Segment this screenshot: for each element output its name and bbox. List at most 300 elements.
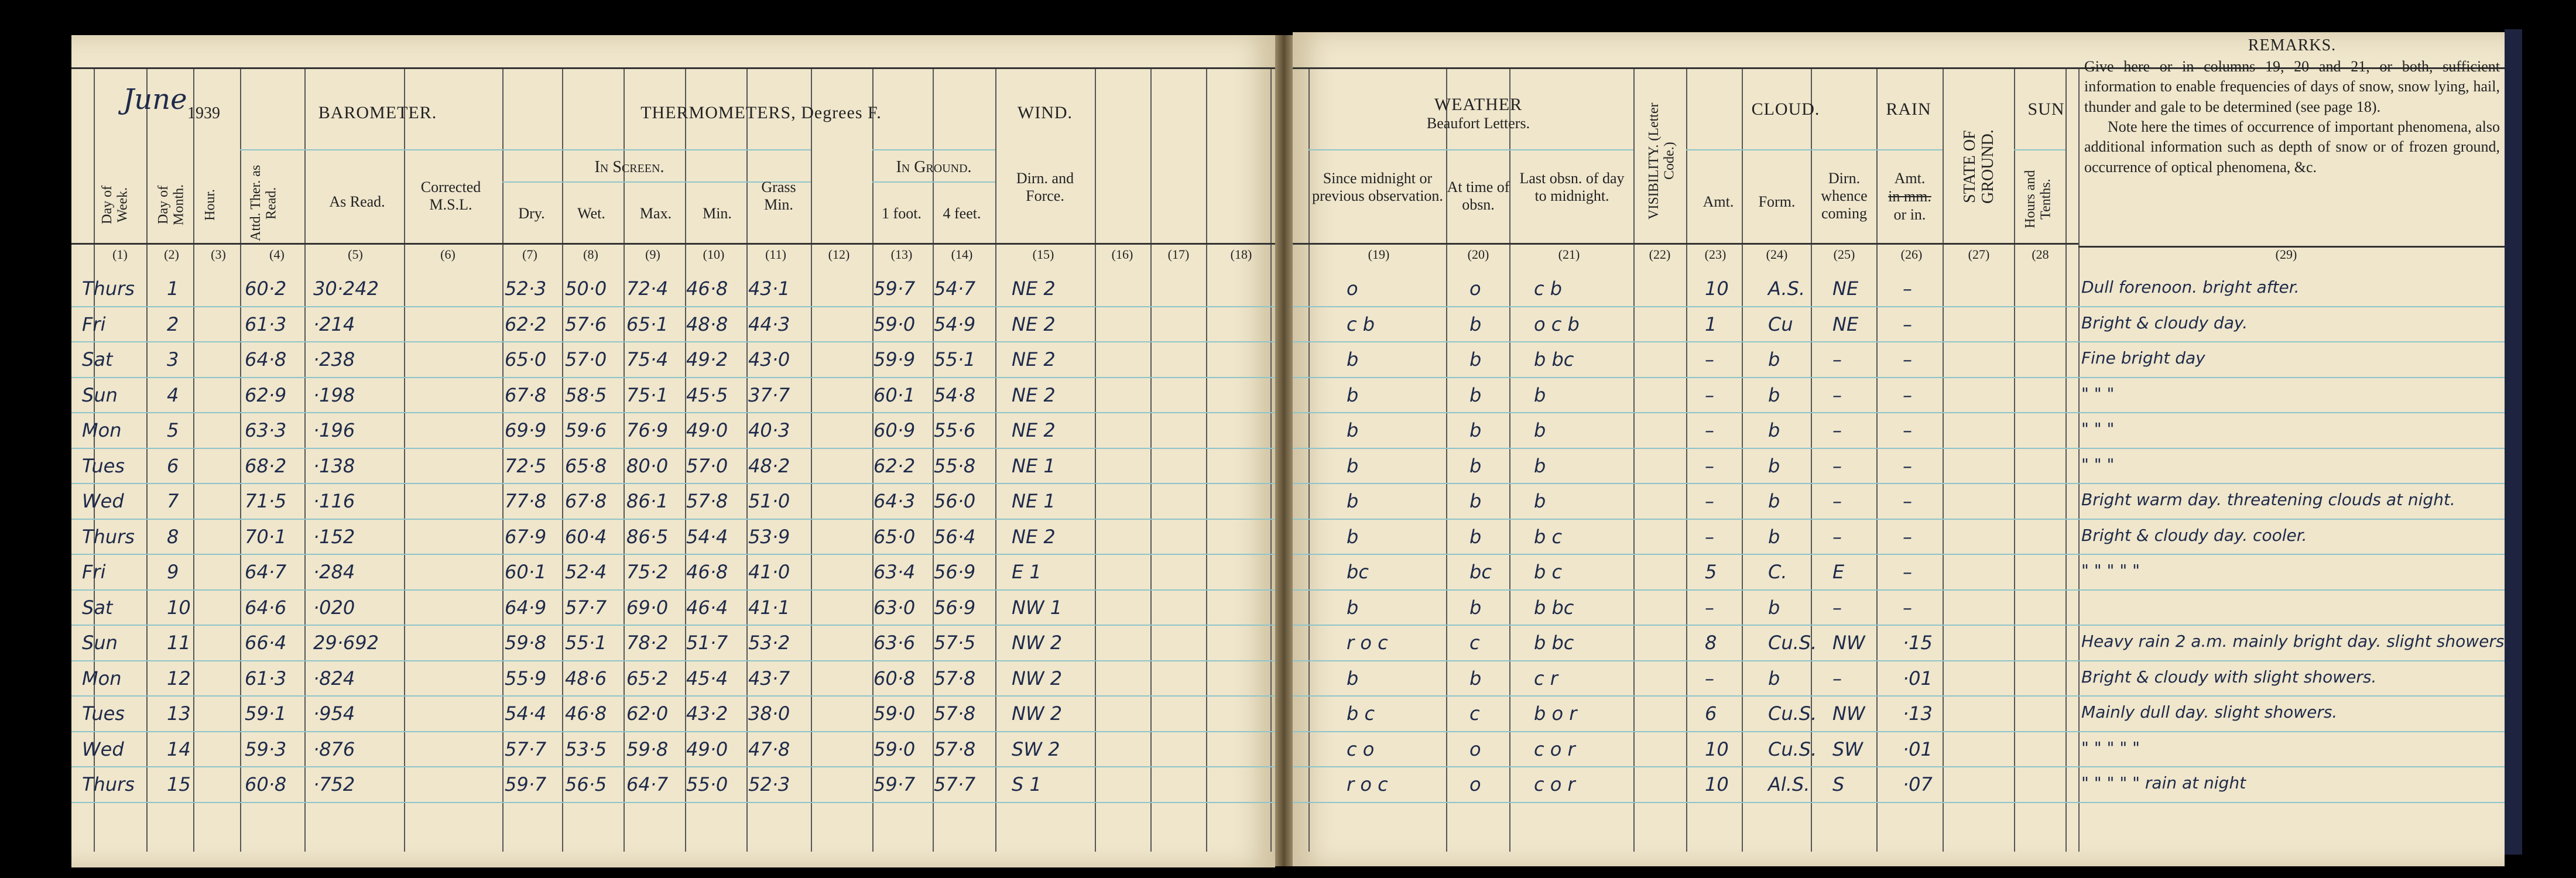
day-of-week-cell: Sat [82,348,113,371]
cloud-direction-cell: NW [1832,632,1865,654]
wind-cell: E 1 [1012,561,1042,583]
ruled-line [71,695,1275,697]
wet-bulb-cell: 52·4 [565,561,607,583]
weather-at-time-cell: b [1469,596,1482,619]
remarks-header [2084,35,2500,177]
weather-since-cell: b [1347,525,1359,548]
ruled-line [71,589,1275,591]
remark-cell: " " " [2081,383,2115,403]
barometer-cell: ·876 [313,738,355,760]
dry-bulb-cell: 77·8 [505,490,547,512]
cloud-direction-cell: – [1832,348,1842,371]
cloud-amount-cell: – [1705,525,1714,548]
remark-cell: Fine bright day [2081,348,2205,368]
weather-last-cell: c o r [1534,738,1575,760]
column-number: (13) [890,247,913,262]
attd-ther-cell: 64·7 [245,561,287,583]
max-temp-cell: 59·8 [626,738,669,760]
ruled-line [1293,483,2505,484]
column-rule [1150,67,1152,852]
wet-bulb-cell: 53·5 [565,738,607,760]
weather-at-time-cell: b [1469,454,1482,477]
day-of-week-cell: Mon [82,667,122,690]
cloud-amount-cell: 1 [1705,313,1717,335]
four-feet-cell: 57·7 [934,773,976,795]
grass-min-cell: 47·8 [748,738,790,760]
four-feet-cell: 55·8 [934,454,976,477]
attd-ther-cell: 60·8 [245,773,287,795]
ruled-line [71,731,1275,732]
rain-amt-header-b: in mm. [1888,188,1931,205]
barometer-cell: ·752 [313,773,355,795]
ruled-line [71,483,1275,484]
weather-last-cell: c o r [1534,773,1575,795]
weather-at-time-cell: b [1469,667,1482,690]
column-number: (27) [1968,247,1990,262]
day-of-month-cell: 6 [167,454,179,477]
day-of-week-cell: Mon [82,419,122,441]
min-temp-cell: 45·4 [686,667,728,690]
day-of-month-cell: 9 [167,561,179,583]
attd-ther-cell: 59·1 [245,702,287,725]
column-rule [1270,67,1272,852]
cloud-form-cell: b [1768,419,1780,441]
column-number: (21) [1558,247,1580,262]
remark-cell: " " " " " [2081,561,2140,580]
column-number: (9) [645,247,660,262]
remark-cell: Heavy rain 2 a.m. mainly bright day. slight showers. [2081,632,2510,651]
rain-amount-cell: – [1903,596,1912,619]
min-temp-cell: 55·0 [686,773,728,795]
ruled-line [71,554,1275,555]
cloud-form-cell: C. [1768,561,1787,583]
four-feet-cell: 56·9 [934,596,976,619]
attd-ther-cell: 59·3 [245,738,287,760]
weather-last-cell: b c [1534,525,1563,548]
ruled-line [1293,766,2505,767]
weather-since-cell: c b [1347,313,1375,335]
remark-cell: " " " [2081,419,2115,438]
barometer-cell: ·824 [313,667,355,690]
wind-cell: NE 1 [1012,490,1056,512]
min-temp-cell: 46·4 [686,596,728,619]
wind-cell: NW 2 [1012,667,1063,690]
cloud-amount-cell: – [1705,596,1714,619]
weather-at-time-cell: o [1469,773,1481,795]
corrected-msl-header: Corrected M.S.L. [420,179,481,213]
day-of-month-cell: 14 [167,738,191,760]
rain-amount-cell: – [1903,348,1912,371]
column-number: (8) [583,247,598,262]
ruled-line [71,660,1275,661]
dry-bulb-cell: 55·9 [505,667,547,690]
wind-dirn-force-header: Dirn. and Force. [1016,170,1074,204]
barometer-cell: 29·692 [313,632,379,654]
four-feet-cell: 54·8 [934,383,976,406]
max-temp-cell: 62·0 [626,702,669,725]
column-rule [1876,67,1878,852]
column-number: (22) [1649,247,1671,262]
wet-bulb-cell: 65·8 [565,454,607,477]
remarks-title: REMARKS. [2248,36,2337,54]
max-temp-cell: 75·4 [626,348,669,371]
remark-cell: " " " " " rain at night [2081,773,2246,793]
rain-amount-cell: – [1903,277,1912,300]
column-rule [1095,67,1096,852]
rain-amount-cell: – [1903,490,1912,512]
wet-bulb-cell: 59·6 [565,419,607,441]
grass-min-cell: 37·7 [748,383,790,406]
sun-header: SUN [2027,100,2065,119]
column-number: (16) [1111,247,1133,262]
min-temp-cell: 51·7 [686,632,728,654]
cloud-form-cell: b [1768,525,1780,548]
ruled-line [71,802,1275,803]
one-foot-cell: 62·2 [873,454,916,477]
column-number: (5) [348,247,363,262]
grass-min-cell: 51·0 [748,490,790,512]
remarks-note: Note here the times of occurrence of important phenomena, also additional information such as depth of snow or of frozen ground, occurrence of optical phenomena, &c. [2084,118,2500,176]
dry-bulb-cell: 60·1 [505,561,547,583]
dry-bulb-cell: 54·4 [505,702,547,725]
remark-cell: Bright & cloudy day. [2081,313,2248,332]
rain-amount-cell: ·01 [1903,667,1933,690]
barometer-cell: ·138 [313,454,355,477]
max-temp-cell: 65·1 [626,313,669,335]
ruled-line [240,149,502,150]
cloud-form-cell: b [1768,454,1780,477]
wet-bulb-cell: 46·8 [565,702,607,725]
remark-cell: " " " [2081,454,2115,474]
wet-bulb-cell: 67·8 [565,490,607,512]
header-rule [1293,243,2078,245]
max-temp-cell: 64·7 [626,773,669,795]
column-number: (2) [164,247,179,262]
cloud-form-cell: A.S. [1768,277,1806,300]
barometer-cell: 30·242 [313,277,379,300]
min-temp-cell: 49·0 [686,419,728,441]
day-of-month-cell: 11 [167,632,191,654]
ruled-line [1293,412,2505,413]
thermometers-header: THERMOMETERS, Degrees F. [640,103,882,122]
wind-cell: SW 2 [1012,738,1060,760]
barometer-cell: ·196 [313,419,355,441]
barometer-cell: ·284 [313,561,355,583]
remark-cell: Bright warm day. threatening clouds at night. [2081,490,2455,509]
day-of-month-cell: 4 [167,383,179,406]
column-rule [502,67,503,852]
column-rule [624,67,625,852]
barometer-cell: ·116 [313,490,355,512]
cloud-amount-cell: 10 [1705,277,1729,300]
cloud-form-cell: b [1768,667,1780,690]
ruled-line [1293,589,2505,591]
weather-since-cell: b [1347,348,1359,371]
four-feet-cell: 57·5 [934,632,976,654]
day-of-month-cell: 5 [167,419,179,441]
max-temp-cell: 75·1 [626,383,669,406]
day-of-week-cell: Thurs [82,277,135,300]
weather-last-cell: b [1534,454,1546,477]
in-ground-header: In Ground. [896,158,972,176]
ruled-line [1293,341,2505,342]
attd-ther-cell: 61·3 [245,313,287,335]
max-temp-cell: 75·2 [626,561,669,583]
attd-ther-header: Attd. Ther. as Read. [248,164,279,242]
visibility-header: VISIBILITY. (Letter Code.) [1646,102,1677,220]
weather-since-cell: b [1347,596,1359,619]
remark-cell: " " " " " [2081,738,2140,757]
day-of-month-cell: 7 [167,490,179,512]
grass-min-cell: 44·3 [748,313,790,335]
column-number: (12) [828,247,850,262]
column-rule [193,67,194,852]
min-temp-cell: 57·8 [686,490,728,512]
wet-bulb-cell: 57·7 [565,596,607,619]
dry-bulb-cell: 67·8 [505,383,547,406]
day-of-month-cell: 8 [167,525,179,548]
cloud-direction-cell: S [1832,773,1845,795]
weather-at-time-cell: c [1469,702,1480,725]
barometer-cell: ·238 [313,348,355,371]
max-header: Max. [639,205,672,222]
column-rule [240,67,241,852]
column-number: (29) [2275,247,2297,262]
grass-min-cell: 53·2 [748,632,790,654]
state-of-ground-header: STATE OF GROUND. [1961,129,1997,204]
weather-since-cell: bc [1347,561,1369,583]
day-of-month-cell: 12 [167,667,191,690]
cloud-amount-cell: 10 [1705,773,1729,795]
barometer-cell: ·198 [313,383,355,406]
hour-header: Hour. [203,189,218,221]
cloud-amount-cell: – [1705,419,1714,441]
four-feet-cell: 55·1 [934,348,976,371]
four-feet-cell: 57·8 [934,702,976,725]
wind-cell: NE 2 [1012,525,1056,548]
dry-bulb-cell: 62·2 [505,313,547,335]
wet-bulb-cell: 55·1 [565,632,607,654]
grass-min-header: Grass Min. [761,179,796,213]
one-foot-cell: 59·7 [873,277,916,300]
max-temp-cell: 76·9 [626,419,669,441]
rain-amount-cell: – [1903,525,1912,548]
ruled-line [1686,149,1943,150]
min-temp-cell: 49·0 [686,738,728,760]
day-of-week-cell: Sat [82,596,113,619]
ruled-line [1308,149,1633,150]
cloud-direction-cell: NW [1832,702,1865,725]
max-temp-cell: 86·1 [626,490,669,512]
four-feet-cell: 54·7 [934,277,976,300]
column-number: (17) [1167,247,1190,262]
cloud-form-cell: b [1768,348,1780,371]
ruled-line [71,341,1275,342]
four-feet-cell: 57·8 [934,667,976,690]
remark-cell: Bright & cloudy with slight showers. [2081,667,2377,687]
rain-header: RAIN [1886,100,1931,119]
rain-amount-cell: – [1903,561,1912,583]
weather-at-time-cell: bc [1469,561,1492,583]
weather-last-cell: o c b [1534,313,1580,335]
wet-bulb-cell: 50·0 [565,277,607,300]
weather-last-cell: b [1534,490,1546,512]
ruled-line [1293,660,2505,661]
cloud-form-cell: Al.S. [1768,773,1810,795]
ruled-line [872,181,995,183]
max-temp-cell: 72·4 [626,277,669,300]
header-rule [71,67,1275,69]
book-spine [1275,35,1293,866]
cloud-form-cell: Cu.S. [1768,632,1817,654]
grass-min-cell: 43·1 [748,277,790,300]
weather-last-cell: c b [1534,277,1563,300]
wind-cell: NE 2 [1012,277,1056,300]
weather-last-cell: b o r [1534,702,1577,725]
four-feet-header: 4 feet. [943,205,981,222]
cloud-form-header: Form. [1758,193,1796,210]
wet-bulb-cell: 57·0 [565,348,607,371]
rain-amount-cell: – [1903,313,1912,335]
one-foot-cell: 65·0 [873,525,916,548]
dry-bulb-cell: 59·8 [505,632,547,654]
day-of-week-cell: Tues [82,454,125,477]
rain-amount-cell: – [1903,383,1912,406]
cloud-dirn-header: Dirn. whence coming [1821,170,1868,222]
wet-bulb-cell: 60·4 [565,525,607,548]
ruled-line [71,412,1275,413]
day-of-month-header: Day of Month. [156,184,187,226]
remark-cell: Bright & cloudy day. cooler. [2081,525,2307,545]
attd-ther-cell: 64·8 [245,348,287,371]
ruled-line [872,149,995,150]
wind-cell: NE 2 [1012,348,1056,371]
one-foot-cell: 59·0 [873,313,916,335]
grass-min-cell: 52·3 [748,773,790,795]
dry-bulb-cell: 69·9 [505,419,547,441]
max-temp-cell: 65·2 [626,667,669,690]
column-number: (14) [951,247,973,262]
wind-cell: NW 2 [1012,632,1063,654]
grass-min-cell: 38·0 [748,702,790,725]
since-midnight-header: Since midnight or previous observation. [1312,170,1443,204]
cloud-header: CLOUD. [1751,100,1820,119]
weather-since-cell: c o [1347,738,1375,760]
grass-min-cell: 40·3 [748,419,790,441]
wet-bulb-cell: 56·5 [565,773,607,795]
dry-bulb-cell: 57·7 [505,738,547,760]
day-of-month-cell: 10 [167,596,191,619]
column-number: (4) [269,247,285,262]
weather-since-cell: b c [1347,702,1375,725]
ruled-line [71,519,1275,520]
dry-header: Dry. [518,205,545,222]
column-rule [1308,67,1310,852]
cloud-amount-cell: – [1705,454,1714,477]
cloud-direction-cell: – [1832,383,1842,406]
wind-cell: NE 1 [1012,454,1056,477]
weather-at-time-cell: c [1469,632,1480,654]
one-foot-cell: 59·9 [873,348,916,371]
column-number: (3) [211,247,226,262]
day-of-month-cell: 1 [167,277,179,300]
column-number: (15) [1032,247,1054,262]
column-number: (28 [2032,247,2049,262]
wet-bulb-cell: 57·6 [565,313,607,335]
dry-bulb-cell: 65·0 [505,348,547,371]
cloud-amount-cell: 8 [1705,632,1717,654]
weather-at-time-cell: b [1469,383,1482,406]
wet-header: Wet. [577,205,605,222]
min-temp-cell: 43·2 [686,702,728,725]
one-foot-cell: 59·0 [873,702,916,725]
cloud-amount-cell: – [1705,348,1714,371]
day-of-week-header: Day of Week. [100,186,131,224]
attd-ther-cell: 66·4 [245,632,287,654]
one-foot-cell: 60·8 [873,667,916,690]
column-number: (20) [1467,247,1489,262]
attd-ther-cell: 61·3 [245,667,287,690]
column-number: (10) [703,247,725,262]
four-feet-cell: 55·6 [934,419,976,441]
remark-cell: Mainly dull day. slight showers. [2081,702,2338,722]
weather-since-cell: b [1347,419,1359,441]
cloud-direction-cell: E [1832,561,1845,583]
column-number: (25) [1833,247,1855,262]
wind-cell: NW 2 [1012,702,1063,725]
dry-bulb-cell: 72·5 [505,454,547,477]
ruled-line [1293,306,2505,307]
weather-at-time-cell: b [1469,419,1482,441]
attd-ther-cell: 62·9 [245,383,287,406]
four-feet-cell: 56·4 [934,525,976,548]
day-of-week-cell: Fri [82,561,106,583]
four-feet-cell: 54·9 [934,313,976,335]
at-time-header: At time of obsn. [1447,179,1510,213]
dry-bulb-cell: 52·3 [505,277,547,300]
in-screen-header: In Screen. [594,158,664,176]
sun-hours-header: Hours and Tenths. [2023,170,2054,228]
weather-last-cell: b bc [1534,596,1574,619]
one-foot-cell: 60·1 [873,383,916,406]
remarks-instructions: Give here or in columns 19, 20 and 21, or both, sufficient information to enable frequencies of days of snow, snow lying, hail, thunder and gale to be determined (see page 18). [2084,57,2500,115]
barometer-cell: ·954 [313,702,355,725]
day-of-week-cell: Fri [82,313,106,335]
cloud-amount-cell: – [1705,383,1714,406]
cloud-direction-cell: – [1832,419,1842,441]
ruled-line [71,377,1275,378]
max-temp-cell: 69·0 [626,596,669,619]
day-of-week-cell: Thurs [82,773,135,795]
weather-at-time-cell: b [1469,313,1482,335]
ruled-line [71,766,1275,767]
remark-cell: Dull forenoon. bright after. [2081,277,2300,297]
one-foot-cell: 63·0 [873,596,916,619]
ruled-line [2014,149,2065,150]
column-rule [1742,67,1743,852]
day-of-week-cell: Thurs [82,525,135,548]
day-of-week-cell: Wed [82,738,124,760]
weather-at-time-cell: o [1469,277,1481,300]
rain-amount-cell: ·13 [1903,702,1933,725]
wet-bulb-cell: 48·6 [565,667,607,690]
dry-bulb-cell: 64·9 [505,596,547,619]
cloud-direction-cell: – [1832,454,1842,477]
ruled-line [1293,695,2505,697]
min-temp-cell: 54·4 [686,525,728,548]
column-number: (24) [1766,247,1788,262]
ruled-line [1293,377,2505,378]
